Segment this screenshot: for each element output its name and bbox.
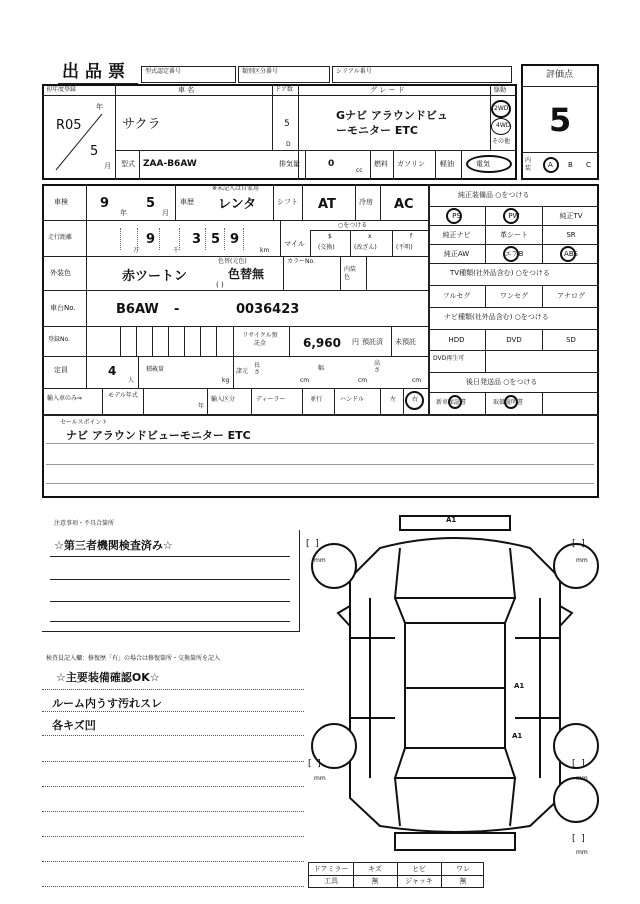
first-reg-label: 初年度登録: [46, 86, 77, 93]
date-slash: [52, 110, 108, 174]
color-no-label: カラーNo.: [287, 258, 315, 265]
mileage-sen: 千: [173, 247, 180, 254]
legend-cell: ヒビ: [412, 865, 426, 873]
dealer-option: ディーラー: [256, 396, 286, 403]
later-manual: 取扱説明書: [493, 399, 524, 406]
color-change-label: 色替(元色): [218, 258, 247, 265]
recycle-value: 6,960: [303, 336, 341, 350]
recycle-unpaid: 未預託: [395, 338, 416, 346]
load-unit: kg: [222, 377, 230, 384]
inspection-month: 5: [146, 196, 156, 211]
shift-label: シフト: [277, 198, 298, 206]
legend-cell: ワレ: [456, 865, 470, 873]
fuel-elec: 電気: [476, 160, 490, 168]
option-item: SD: [542, 329, 599, 351]
mm-rear-left: mm: [314, 775, 326, 782]
genuine-title: 純正装備品 ○をつける: [458, 191, 530, 199]
mark-right-door: A1: [514, 682, 525, 690]
doors-unit: D: [286, 141, 291, 148]
capacity-unit: 人: [128, 377, 135, 384]
bracket-front-left: [ ]: [306, 539, 319, 549]
interior-c: C: [586, 161, 591, 169]
car-name-label: 車 名: [178, 86, 195, 94]
equip-item: SR: [542, 225, 599, 244]
score-value: 5: [549, 101, 572, 139]
grade-line2: ーモニター ETC: [336, 124, 418, 137]
reg-no-divider: [216, 326, 217, 356]
inspector-line1: ☆主要装備確認OK☆: [56, 671, 160, 684]
swap-symbol: $: [328, 233, 332, 240]
equip-item: 純正TV: [542, 206, 599, 225]
later-warranty: 新車保証書: [436, 399, 467, 406]
dvd-label: DVD再生可: [433, 355, 465, 362]
load-label: 積載量: [146, 366, 165, 373]
year-unit: 年: [96, 103, 103, 111]
drive-other: その他: [492, 138, 511, 145]
import-type-label: 輸入区分: [211, 396, 236, 403]
inspection-year-unit: 年: [120, 209, 127, 217]
notes-label: 注意事項・不具合箇所: [54, 520, 115, 527]
displacement-label: 排気量: [279, 160, 300, 168]
bracket-rear-right: [ ]: [572, 759, 585, 769]
mileage-digit: 3: [188, 228, 206, 250]
notes-line1: ☆第三者機関検査済み☆: [54, 539, 173, 552]
color-change-value: 色替無: [228, 267, 265, 281]
mileage-digit: [103, 228, 121, 250]
type-label: 型式: [121, 160, 135, 168]
reg-no-divider: [152, 326, 153, 356]
bracket-spare: [ ]: [572, 834, 585, 844]
equip-item: PS: [452, 211, 461, 220]
tamper-label: (改ざん): [354, 244, 377, 251]
inspector-line2: ルーム内うす汚れスレ: [52, 697, 162, 710]
tamper-symbol: x: [368, 233, 372, 240]
width-label: 幅: [318, 365, 325, 372]
shift-value: AT: [318, 197, 336, 212]
model-cert-label: 型式認定番号: [145, 68, 182, 75]
chassis-dash: -: [174, 302, 180, 317]
car-name: サクラ: [122, 117, 161, 132]
chassis-prefix: B6AW: [116, 302, 159, 317]
legend-cell: ドアミラー: [313, 865, 349, 873]
legend-cell: 無: [459, 877, 467, 885]
grade-label: グ レ ー ド: [370, 86, 405, 94]
sheet-title: 出品票: [62, 62, 131, 82]
exterior-value: 赤ツートン: [122, 269, 188, 284]
history-label: 車歴: [180, 198, 194, 206]
drive-4wd: 4WD: [496, 122, 511, 129]
reg-month: 5: [90, 144, 99, 159]
later-title: 後日発送品 ○をつける: [466, 378, 538, 386]
recycle-label: リサイクル預託金: [242, 332, 278, 347]
recycle-paid: 預託済: [362, 338, 383, 346]
inspection-year: 9: [100, 196, 110, 211]
sales-label: セールスポイント: [60, 419, 108, 426]
bracket-rear-left: [ ]: [308, 759, 321, 769]
sales-text: ナビ アラウンドビューモニター ETC: [66, 429, 251, 442]
equip-item-circle: [503, 246, 519, 262]
displacement-value: 0: [328, 159, 335, 169]
circle-note: ○をつける: [338, 222, 368, 229]
legend-cell: 工具: [324, 877, 338, 885]
bracket-front-right: [ ]: [572, 539, 585, 549]
fuel-elec-circle: [466, 155, 512, 173]
grade-line1: Gナビ アラウンドビュ: [336, 109, 448, 122]
color-paren: ( ): [216, 281, 224, 289]
drive-2wd-circle: [491, 100, 511, 118]
reg-year: R05: [56, 118, 82, 133]
warranty-circle: [448, 395, 462, 409]
chassis-label: 車台No.: [50, 304, 76, 312]
inspector-line3: 各キズ凹: [52, 719, 96, 732]
equip-item: 純正ナビ: [442, 230, 471, 239]
unknown-symbol: f: [410, 233, 413, 240]
equip-item: 革シート: [485, 225, 542, 244]
doors-label: ドア数: [275, 86, 293, 93]
equip-item: ABS: [542, 244, 599, 263]
model-cert-box: [141, 66, 236, 83]
option-item: アナログ: [542, 285, 599, 307]
handle-label: ハンドル: [340, 396, 365, 403]
navi-title: ナビ種類(社外品含む) ○をつける: [444, 313, 549, 321]
dims-label: 諸元: [236, 368, 249, 375]
inspector-label: 検査員記入欄：修復歴「有」の場合は修復箇所・交換箇所を記入: [46, 655, 221, 662]
mm-front-left: mm: [314, 557, 326, 564]
model-year-unit: 年: [198, 403, 205, 410]
reg-no-label: 登録No.: [48, 336, 70, 343]
mm-spare: mm: [576, 849, 588, 856]
option-item: ワンセグ: [485, 285, 542, 307]
doors-value: 5: [284, 119, 290, 129]
drive-4wd-circle: [491, 118, 511, 135]
equip-item: 純正AW: [443, 249, 470, 258]
car-diagram: [300, 508, 610, 860]
legend-cell: ジャッキ: [405, 877, 433, 885]
unknown-label: (不明): [396, 244, 413, 251]
handle-right: 右: [412, 396, 419, 403]
class-label: 類別区分番号: [242, 68, 279, 75]
import-label: 輸入車のみ⇒: [47, 395, 83, 402]
mark-front-bumper: A1: [446, 516, 457, 524]
interior-color-label: 内装色: [344, 266, 357, 281]
equip-item-circle: [446, 208, 462, 224]
class-box: [238, 66, 330, 83]
fuel-light: 軽油: [440, 160, 454, 168]
fuel-gas: ガソリン: [397, 160, 425, 168]
height-label: 高さ: [374, 360, 381, 374]
month-unit: 月: [104, 162, 111, 170]
model-type: ZAA-B6AW: [143, 159, 197, 169]
mileage-digit: 9: [142, 228, 160, 250]
reg-no-divider: [200, 326, 201, 356]
option-item: HDD: [448, 336, 465, 344]
chassis-number: 0036423: [236, 302, 300, 317]
legend-cell: 無: [371, 877, 379, 885]
fuel-label: 燃料: [374, 160, 388, 168]
mileage-digit: 5: [207, 228, 225, 250]
serial-label: シリアル番号: [336, 68, 372, 75]
handle-left: 左: [390, 396, 397, 403]
drive-label: 駆動: [494, 87, 507, 94]
manual-circle: [504, 395, 518, 409]
interior-label: 内装: [525, 157, 532, 172]
capacity-label: 定員: [54, 366, 68, 374]
tv-title: TV種類(社外品含む) ○をつける: [450, 269, 550, 277]
mileage-digit: 9: [226, 228, 244, 250]
mm-rear-right: mm: [576, 775, 588, 782]
inspection-month-unit: 月: [162, 209, 169, 217]
recycle-unit: 円: [352, 338, 359, 346]
mark-right-rear: A1: [512, 732, 523, 740]
serial-box: [332, 66, 512, 83]
capacity-value: 4: [108, 364, 117, 378]
mm-front-right: mm: [576, 557, 588, 564]
length-unit: cm: [300, 377, 310, 384]
equip-item: エアB: [485, 244, 542, 263]
history-value: レンタ: [218, 197, 257, 212]
parallel-option: 並行: [310, 396, 323, 403]
interior-a: A: [548, 161, 553, 169]
reg-no-divider: [120, 326, 121, 356]
legend-cell: キズ: [368, 865, 382, 873]
displacement-unit: cc: [356, 167, 363, 174]
height-unit: cm: [412, 377, 422, 384]
mile-label: マイル: [284, 240, 305, 248]
mileage-man: 万: [133, 247, 140, 254]
reg-no-divider: [184, 326, 185, 356]
mileage-label: 走行距離: [48, 234, 73, 241]
inspection-label: 車検: [54, 198, 68, 206]
ac-value: AC: [394, 197, 414, 212]
model-year-label: モデル年式: [108, 392, 138, 399]
ac-label: 冷房: [359, 198, 373, 206]
reg-no-divider: [136, 326, 137, 356]
drive-2wd: 2WD: [494, 105, 509, 112]
mileage-km: km: [260, 247, 270, 254]
option-item: DVD: [485, 329, 542, 351]
score-label: 評価点: [546, 70, 574, 80]
option-item: フルセグ: [442, 292, 471, 300]
interior-a-circle: [543, 157, 559, 173]
exterior-label: 外装色: [50, 269, 71, 277]
equip-item: PW: [485, 206, 542, 225]
equip-item-circle: [503, 208, 519, 224]
equip-item-circle: [560, 246, 576, 262]
handle-right-circle: [405, 391, 424, 410]
reg-no-divider: [168, 326, 169, 356]
interior-b: B: [568, 161, 573, 169]
length-label: 長さ: [254, 362, 261, 376]
unregistered-note: ※未記入は自家用: [212, 185, 260, 192]
swap-label: (交換): [318, 244, 335, 251]
width-unit: cm: [358, 377, 368, 384]
